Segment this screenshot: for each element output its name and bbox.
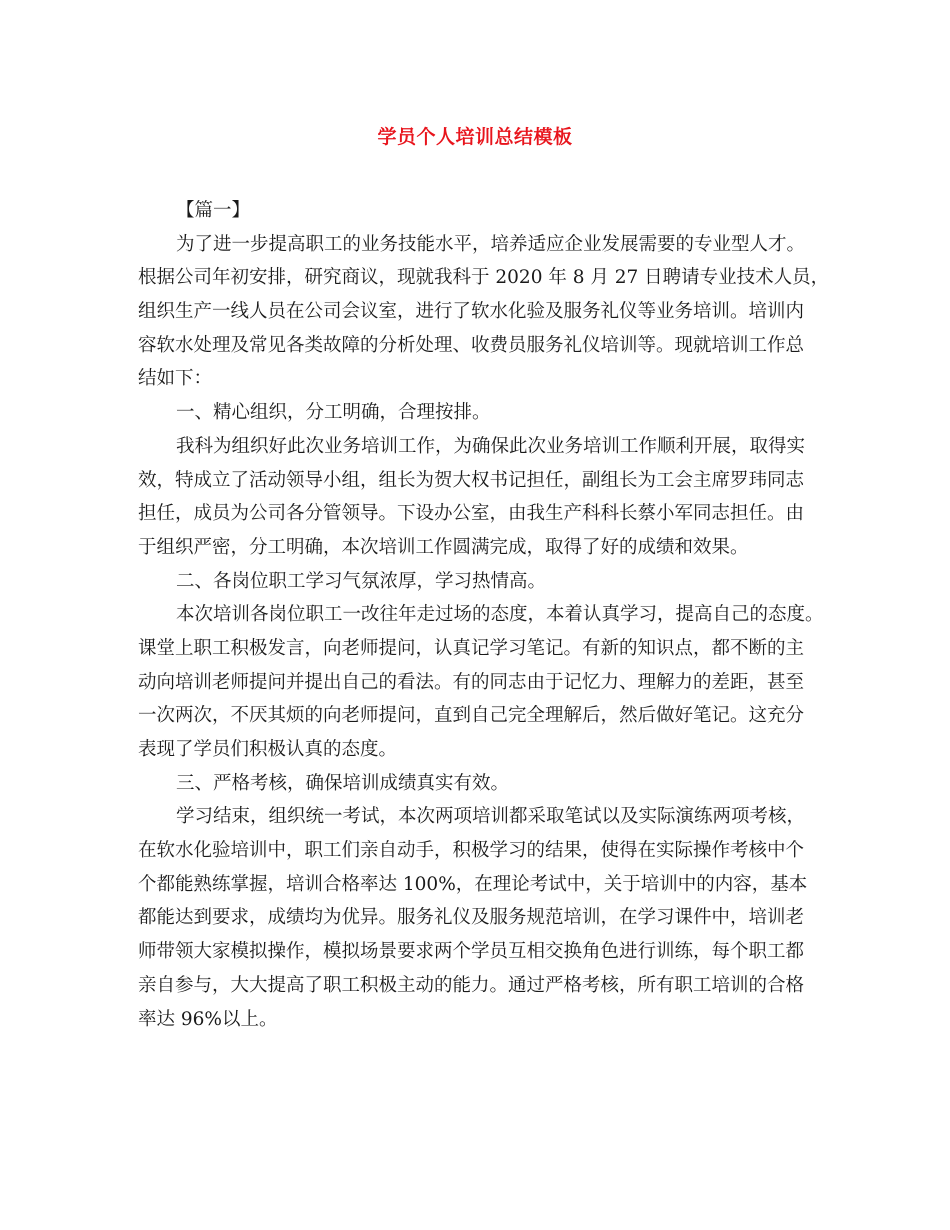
text-line: 为了进一步提高职工的业务技能水平，培养适应企业发展需要的专业型人才。 [176,233,806,255]
text-line: 容软水处理及常见各类故障的分析处理、收费员服务礼仪培训等。现就培训工作总 [138,334,805,356]
text-line: 率达 96%以上。 [138,1008,278,1030]
text-line: 结如下： [138,368,213,390]
text-line: 学习结束，组织统一考试，本次两项培训都采取笔试以及实际演练两项考核， [176,806,806,828]
text-line: 担任，成员为公司各分管领导。下设办公室，由我生产科科长蔡小军同志担任。由 [138,503,805,525]
text-line: 效，特成立了活动领导小组，组长为贺大权书记担任，副组长为工会主席罗玮同志 [138,469,805,491]
document-body [138,194,830,1036]
text-line: 【篇一】 [176,200,251,221]
text-line: 课堂上职工积极发言，向老师提问，认真记学习笔记。有新的知识点，都不断的主 [138,637,805,659]
text-line: 于组织严密，分工明确，本次培训工作圆满完成，取得了好的成绩和效果。 [138,536,749,558]
text-line: 本次培训各岗位职工一改往年走过场的态度，本着认真学习，提高自己的态度。 [176,604,824,626]
text-line: 根据公司年初安排，研究商议，现就我科于 2020 年 8 月 27 日聘请专业技术人员， [138,267,830,289]
text-line: 三、严格考核，确保培训成绩真实有效。 [176,772,510,794]
text-line: 我科为组织好此次业务培训工作，为确保此次业务培训工作顺利开展，取得实 [176,435,806,457]
text-line: 都能达到要求，成绩均为优异。服务礼仪及服务规范培训，在学习课件中，培训老 [138,907,805,929]
text-line: 动向培训老师提问并提出自己的看法。有的同志由于记忆力、理解力的差距，甚至 [138,671,805,693]
text-line: 师带领大家模拟操作，模拟场景要求两个学员互相交换角色进行训练，每个职工都 [138,941,805,963]
text-line: 亲自参与，大大提高了职工积极主动的能力。通过严格考核，所有职工培训的合格 [138,974,805,996]
document-title: 学员个人培训总结模板 [377,126,573,148]
text-line: 一、精心组织，分工明确，合理按排。 [176,402,491,424]
text-line: 二、各岗位职工学习气氛浓厚，学习热情高。 [176,570,547,592]
text-line: 在软水化验培训中，职工们亲自动手，积极学习的结果，使得在实际操作考核中个 [138,840,805,862]
text-line: 一次两次，不厌其烦的向老师提问，直到自己完全理解后，然后做好笔记。这充分 [138,705,805,727]
text-line: 表现了学员们积极认真的态度。 [138,739,398,760]
text-line: 个都能熟练掌握，培训合格率达 100%，在理论考试中，关于培训中的内容，基本 [138,873,808,895]
text-line: 组织生产一线人员在公司会议室，进行了软水化验及服务礼仪等业务培训。培训内 [138,301,805,323]
